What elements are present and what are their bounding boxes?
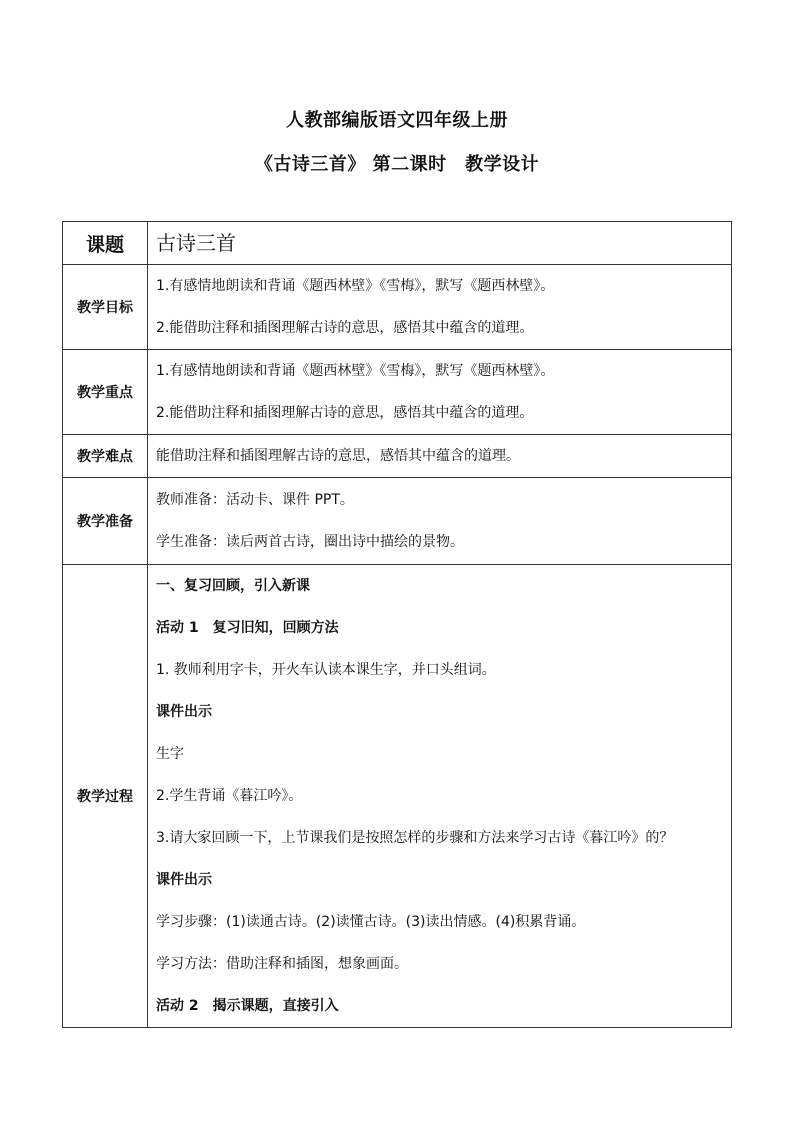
focus-item: 1.有感情地朗读和背诵《题西林壁》《雪梅》，默写《题西林壁》。 — [156, 363, 555, 379]
process-line: 2.学生背诵《暮江吟》。 — [156, 788, 303, 804]
difficulty-text: 能借助注释和插图理解古诗的意思，感悟其中蕴含的道理。 — [156, 448, 520, 464]
process-line: 学习方法：借助注释和插图，想象画面。 — [156, 956, 408, 972]
focus-item: 2.能借助注释和插图理解古诗的意思，感悟其中蕴含的道理。 — [156, 405, 534, 421]
process-line: 生字 — [156, 746, 184, 762]
process-line: 学习步骤：(1)读通古诗。(2)读懂古诗。(3)读出情感。(4)积累背诵。 — [156, 914, 586, 930]
row-difficulty — [63, 435, 732, 478]
row-topic — [63, 222, 732, 265]
label-process: 教学过程 — [63, 565, 148, 1028]
label-topic: 课题 — [63, 222, 148, 265]
process-line: 活动 1 复习旧知，回顾方法 — [156, 620, 339, 636]
topic-value: 古诗三首 — [156, 231, 236, 255]
preparation-item: 教师准备：活动卡、课件 PPT。 — [156, 492, 354, 508]
goal-item: 2.能借助注释和插图理解古诗的意思，感悟其中蕴含的道理。 — [156, 320, 534, 336]
label-focus: 教学重点 — [63, 350, 148, 435]
preparation-item: 学生准备：读后两首古诗，圈出诗中描绘的景物。 — [156, 534, 464, 550]
row-goals — [63, 265, 732, 350]
lesson-plan-table — [62, 221, 732, 1028]
process-line: 一、复习回顾，引入新课 — [156, 578, 310, 594]
goals-cell — [148, 265, 732, 350]
label-goals: 教学目标 — [63, 265, 148, 350]
process-line: 活动 2 揭示课题，直接引入 — [156, 998, 339, 1014]
document-subtitle: 《古诗三首》 第二课时 教学设计 — [254, 154, 540, 175]
process-cell — [148, 565, 732, 1028]
row-preparation — [63, 478, 732, 565]
process-line: 3.请大家回顾一下，上节课我们是按照怎样的步骤和方法来学习古诗《暮江吟》的？ — [156, 830, 674, 846]
label-difficulty: 教学难点 — [63, 435, 148, 478]
process-line: 1. 教师利用字卡，开火车认读本课生字，并口头组词。 — [156, 662, 496, 678]
process-line: 课件出示 — [156, 872, 212, 888]
topic-cell — [148, 222, 732, 265]
document-title: 人教部编版语文四年级上册 — [286, 110, 508, 131]
label-preparation: 教学准备 — [63, 478, 148, 565]
row-focus — [63, 350, 732, 435]
goal-item: 1.有感情地朗读和背诵《题西林壁》《雪梅》，默写《题西林壁》。 — [156, 278, 555, 294]
difficulty-cell — [148, 435, 732, 478]
preparation-cell — [148, 478, 732, 565]
process-line: 课件出示 — [156, 704, 212, 720]
focus-cell — [148, 350, 732, 435]
row-process — [63, 565, 732, 1028]
